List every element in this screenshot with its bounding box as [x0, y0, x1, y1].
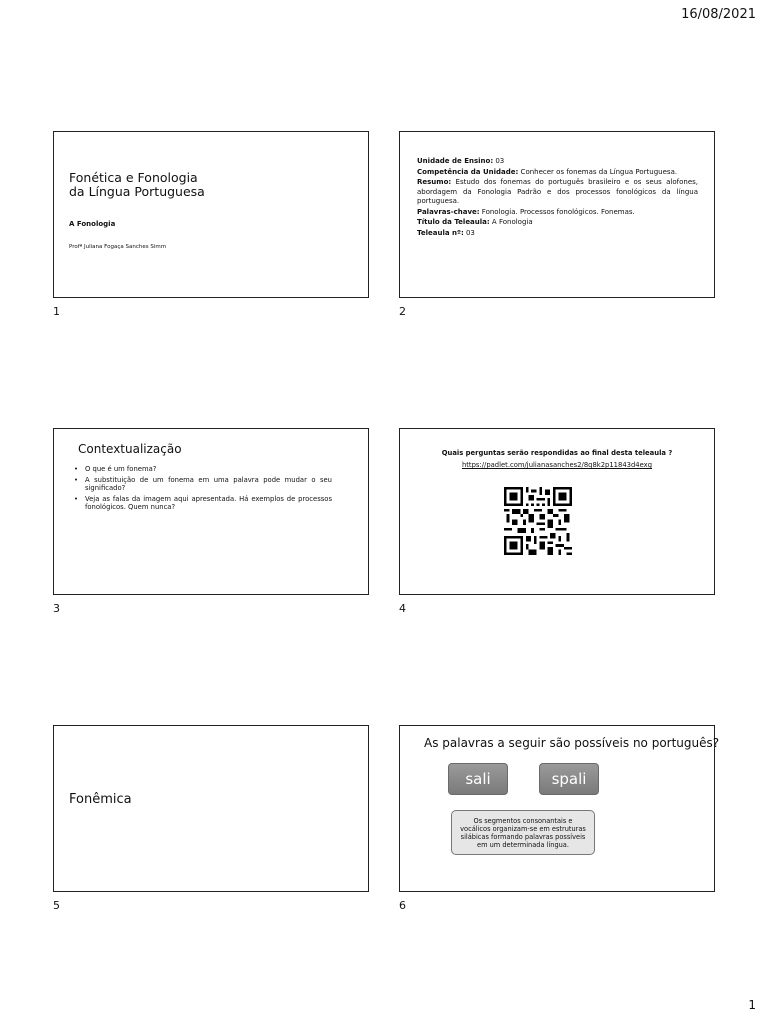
- slide-3-title: Contextualização: [78, 442, 182, 456]
- palavras-line: [417, 208, 698, 218]
- word-sali-box: sali: [448, 763, 508, 795]
- slide-2-number: 2: [399, 305, 406, 318]
- slide-1-subtitle: A Fonologia: [69, 220, 116, 228]
- slide-1-title-line1: Fonética e Fonologia: [69, 170, 198, 185]
- unidade-line: [417, 157, 698, 167]
- titulo-line: [417, 218, 698, 228]
- teleaula-value: 03: [463, 228, 475, 237]
- slide-3: [53, 428, 369, 595]
- resumo-line: [417, 178, 698, 207]
- competencia-value: Conhecer os fonemas da Língua Portuguesa.: [518, 167, 678, 176]
- unidade-label: Unidade de Ensino:: [417, 157, 494, 165]
- slide-1-title-line2: da Língua Portuguesa: [69, 184, 205, 199]
- slide-1-title: [69, 171, 205, 199]
- teleaula-line: [417, 229, 698, 239]
- print-date: 16/08/2021: [681, 7, 756, 22]
- palavras-value: Fonologia. Processos fonológicos. Fonemas.: [479, 207, 635, 216]
- bullet-icon: •: [74, 494, 79, 503]
- qr-code-icon: [502, 487, 574, 555]
- slide-6: [399, 725, 720, 892]
- bullet-text: O que é um fonema?: [85, 465, 157, 473]
- unidade-value: 03: [493, 157, 505, 165]
- palavras-label: Palavras-chave:: [417, 207, 480, 216]
- slide-3-bullet-list: [72, 465, 332, 514]
- slide-1-author: Profª Juliana Fogaça Sanches Simm: [69, 244, 167, 250]
- word-spali-box: spali: [539, 763, 599, 795]
- bullet-text: Veja as falas da imagem aqui apresentada. Há exemplos de processos fonológicos. Quem nunca?: [85, 494, 332, 512]
- titulo-value: A Fonologia: [489, 218, 533, 226]
- slide-4: [399, 428, 715, 595]
- resumo-value: Estudo dos fonemas do português brasileiro e os seus alofones, abordagem da Fonologia Padrão e dos processos fonológicos da língua portuguesa.: [417, 178, 698, 205]
- slide-5-title: Fonêmica: [69, 792, 132, 807]
- resumo-label: Resumo:: [417, 178, 452, 186]
- slide-6-heading: As palavras a seguir são possíveis no português?: [424, 736, 720, 750]
- list-item: [72, 495, 332, 512]
- slide-4-number: 4: [399, 602, 406, 615]
- teleaula-label: Teleaula nº:: [417, 228, 464, 237]
- slide-4-question: Quais perguntas serão respondidas ao final desta teleaula ?: [441, 449, 673, 457]
- slide-1-number: 1: [53, 305, 60, 318]
- slide-1: [53, 131, 369, 298]
- bullet-icon: •: [74, 475, 79, 484]
- slide-5-number: 5: [53, 899, 60, 912]
- bullet-icon: •: [74, 465, 79, 473]
- slide-3-number: 3: [53, 602, 60, 615]
- slide-2: [399, 131, 715, 298]
- titulo-label: Título da Teleaula:: [417, 218, 490, 226]
- slide-2-info: [417, 157, 698, 239]
- slide-6-note: Os segmentos consonantais e vocálicos organizam-se em estruturas silábicas formando palavras possíveis em um determinada língua.: [451, 810, 595, 855]
- slide-5: [53, 725, 369, 892]
- competencia-line: [417, 168, 698, 178]
- list-item: [72, 476, 332, 493]
- slide-6-number: 6: [399, 899, 406, 912]
- competencia-label: Competência da Unidade:: [417, 167, 519, 176]
- padlet-link[interactable]: https://padlet.com/julianasanches2/8q8k2p11843d4exg: [461, 461, 653, 469]
- page-number: 1: [748, 998, 756, 1012]
- list-item: [72, 465, 332, 474]
- bullet-text: A substituição de um fonema em uma palavra pode mudar o seu significado?: [85, 475, 332, 493]
